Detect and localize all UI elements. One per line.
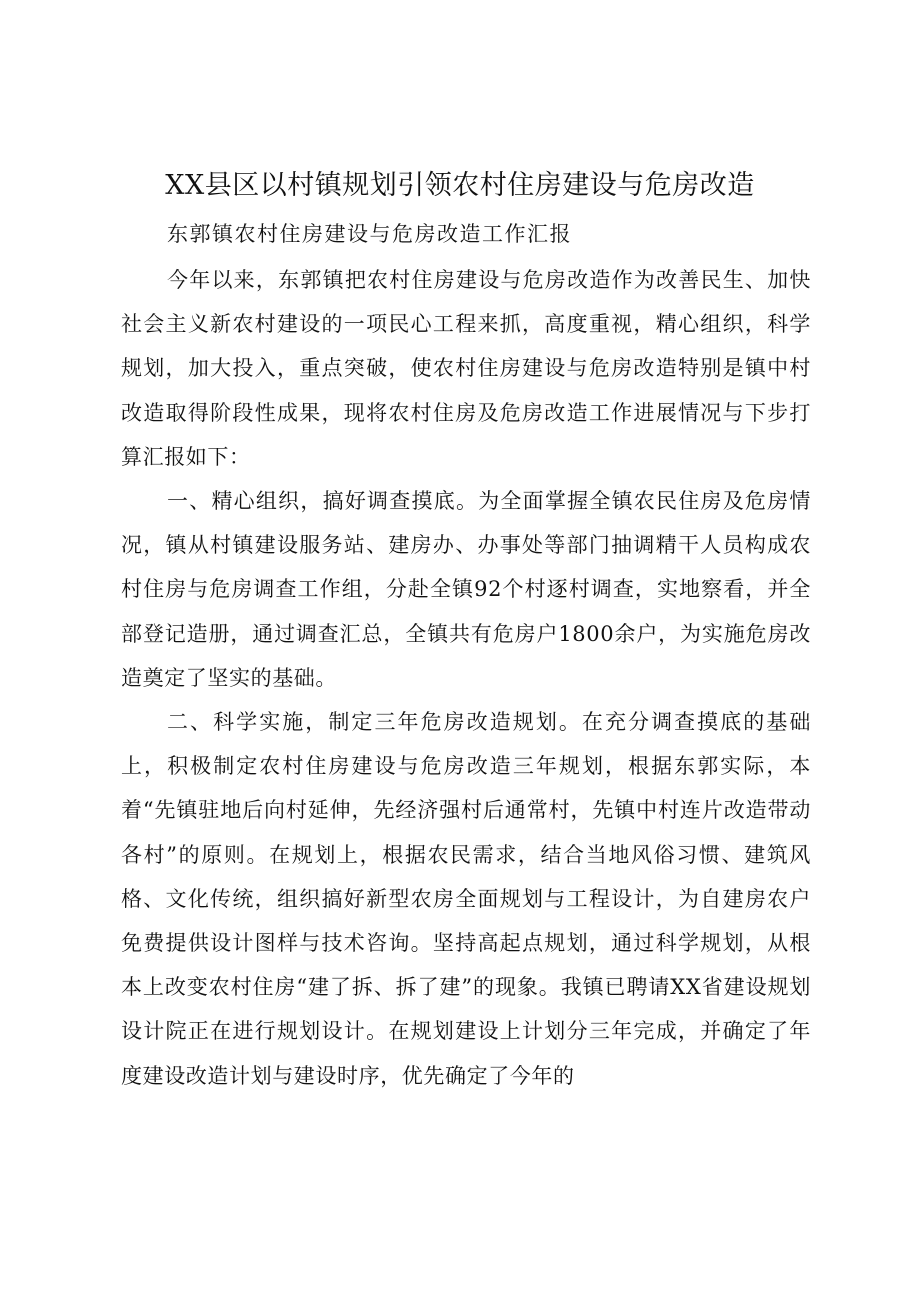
paragraph-section-2: 二、科学实施，制定三年危房改造规划。在充分调查摸底的基础上，积极制定农村住房建设与危房改造三年规划，根据东郭实际，本着“先镇驻地后向村延伸，先经济强村后通常村，先镇中村连片改造带动各村”的原则。在规划上，根据农民需求，结合当地风俗习惯、建筑风格、文化传统，组织搞好新型农房全面规划与工程设计，为自建房农户免费提供设计图样与技术咨询。坚持高起点规划，通过科学规划，从根本上改变农村住房“建了拆、拆了建”的现象。我镇已聘请XX省建设规划设计院正在进行规划设计。在规划建设上计划分三年完成，并确定了年度建设改造计划与建设时序，优先确定了今年的 — [121, 710, 811, 1088]
paragraph-intro: 今年以来，东郭镇把农村住房建设与危房改造作为改善民生、加快社会主义新农村建设的一项民心工程来抓，高度重视，精心组织，科学规划，加大投入，重点突破，使农村住房建设与危房改造特别是镇中村改造取得阶段性成果，现将农村住房及危房改造工作进展情况与下步打算汇报如下： — [121, 268, 811, 469]
document-subtitle: 东郭镇农村住房建设与危房改造工作汇报 — [167, 222, 572, 246]
paragraph-section-1: 一、精心组织，搞好调查摸底。为全面掌握全镇农民住房及危房情况，镇从村镇建设服务站、建房办、办事处等部门抽调精干人员构成农村住房与危房调查工作组，分赴全镇92个村逐村调查，实地察看，并全部登记造册，通过调查汇总，全镇共有危房户1800余户，为实施危房改造奠定了坚实的基础。 — [121, 489, 811, 690]
document-title: XX县区以村镇规划引领农村住房建设与危房改造 — [165, 170, 755, 201]
document-body — [121, 258, 811, 1098]
